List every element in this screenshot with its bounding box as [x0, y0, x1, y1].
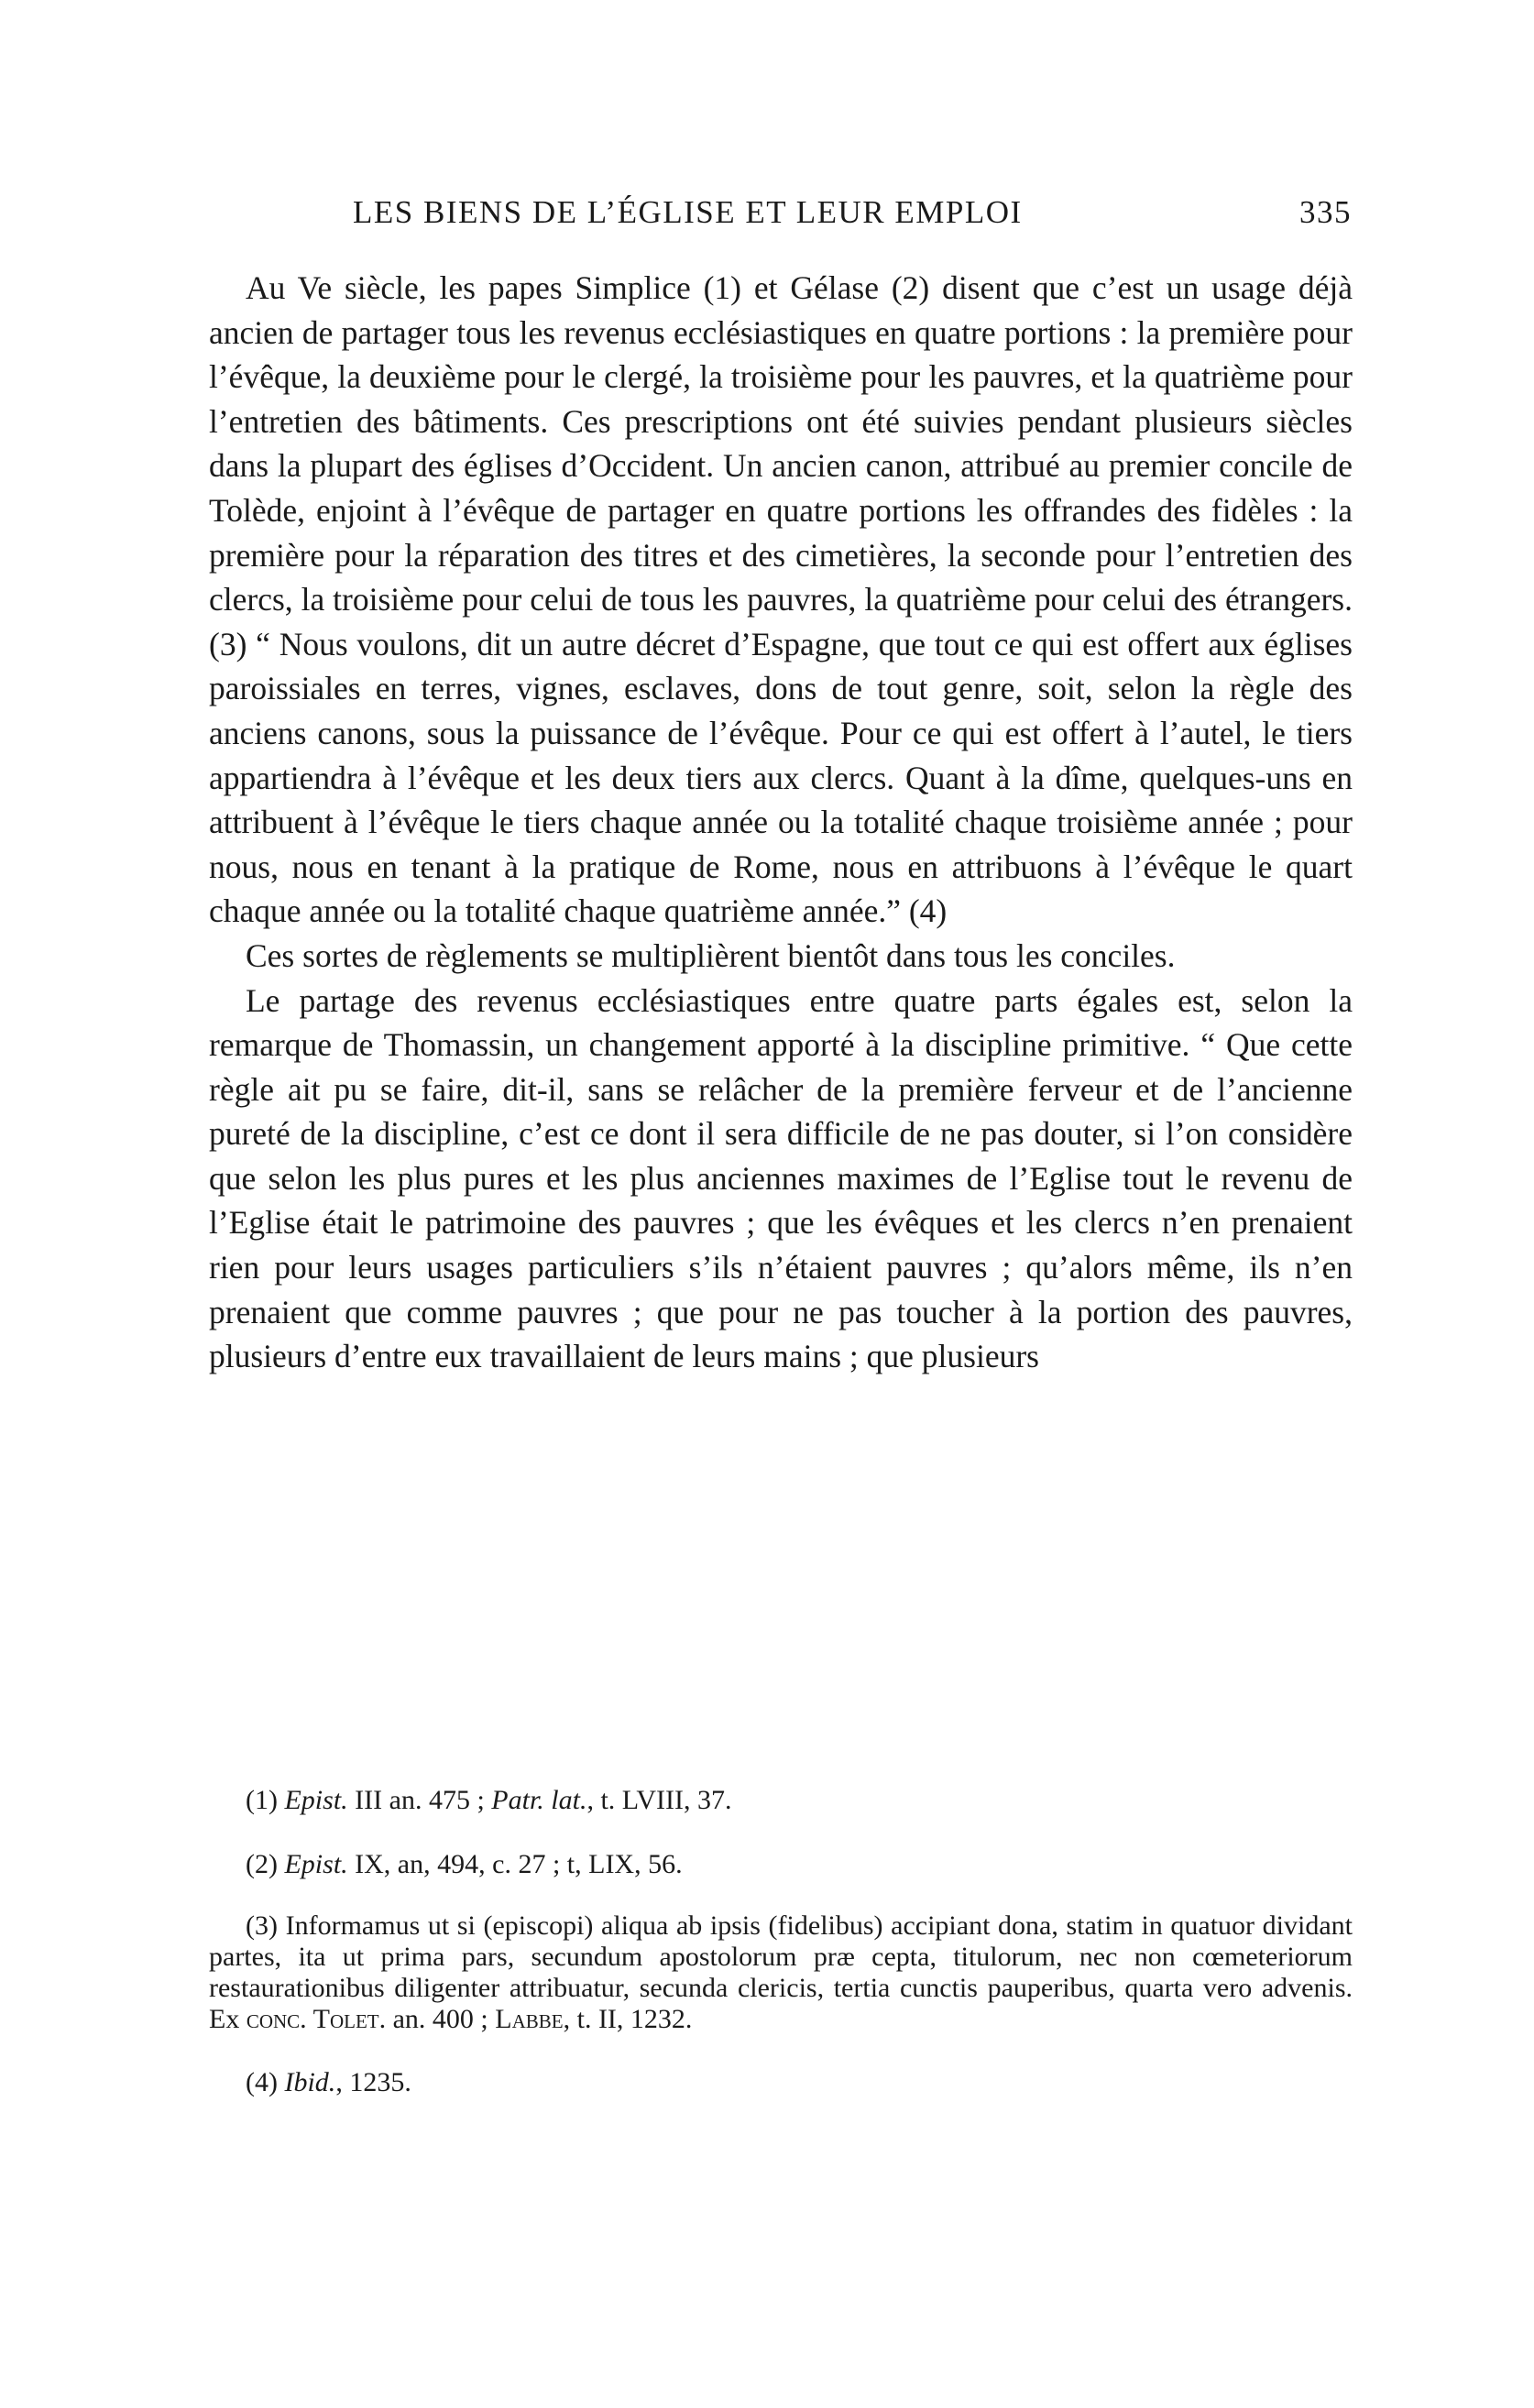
footnote-marker: (2) — [246, 1849, 278, 1879]
footnote-work: Ibid. — [284, 2067, 336, 2097]
footnote-3 — [209, 1910, 1353, 2035]
footnote-marker: (1) — [246, 1785, 278, 1815]
footnote-work: Patr. lat. — [491, 1785, 587, 1815]
footnotes — [209, 1782, 1353, 2129]
footnote-work: Epist. — [284, 1849, 348, 1879]
footnote-text: , t. II, 1232. — [563, 2004, 693, 2034]
running-title: LES BIENS DE L’ÉGLISE ET LEUR EMPLOI — [353, 194, 1023, 230]
footnote-text: (3) Informamus ut si (episcopi) aliqua ab ipsis (fidelibus) accipiant dona, statim in quatuor dividant partes, ita ut prima pars, secundum apostolorum præ cepta, titulorum, nec non cœmeteriorum restaurationibus diligenter attribuatur, secunda clericis, tertia cunctis pauperibus, quarta vero advenis. Ex — [209, 1910, 1353, 2034]
paragraph: Au Ve siècle, les papes Simplice (1) et Gélase (2) disent que c’est un usage déjà ancien de partager tous les revenus ecclésiastiques en quatre portions : la première pour l’évêque, la deuxième pour le clergé, la troisième pour les pauvres, et la quatrième pour l’entretien des bâtiments. Ces prescriptions ont été suivies pendant plusieurs siècles dans la plupart des églises d’Occident. Un ancien canon, attribué au premier concile de Tolède, enjoint à l’évêque de partager en quatre portions les offrandes des fidèles : la première pour la réparation des titres et des cimetières, la seconde pour l’entretien des clercs, la troisième pour celui de tous les pauvres, la quatrième pour celui des étrangers. (3) “ Nous voulons, dit un autre décret d’Espagne, que tout ce qui est offert aux églises paroissiales en terres, vignes, esclaves, dons de tout genre, soit, selon la règle des anciens canons, sous la puissance de l’évêque. Pour ce qui est offert à l’autel, le tiers appartiendra à l’évêque et les deux tiers aux clercs. Quant à la dîme, quelques-uns en attribuent à l’évêque le tiers chaque année ou la totalité chaque troisième année ; pour nous, nous en tenant à la pratique de Rome, nous en attribuons à l’évêque le quart chaque année ou la totalité chaque quatrième année.” (4) — [209, 269, 1353, 930]
footnote-ref: , t. LVIII, 37. — [586, 1785, 732, 1815]
footnote-4 — [209, 2064, 1353, 2101]
main-text — [209, 266, 1353, 1379]
footnote-work: Epist. — [284, 1785, 348, 1815]
footnote-1 — [209, 1782, 1353, 1819]
running-header — [353, 194, 1352, 240]
footnote-source: conc. Tolet. — [246, 2004, 387, 2034]
footnote-ref: , 1235. — [335, 2067, 411, 2097]
footnote-ref: III an. 475 ; — [347, 1785, 492, 1815]
footnote-ref: IX, an, 494, c. 27 ; t, LIX, 56. — [347, 1849, 683, 1879]
page-number: 335 — [1299, 194, 1352, 230]
paragraph: Le partage des revenus ecclésiastiques entre quatre parts égales est, selon la remarque de Thomassin, un changement apporté à la discipline primitive. “ Que cette règle ait pu se faire, dit-il, sans se relâcher de la première ferveur et de l’ancienne pureté de la discipline, c’est ce dont il sera difficile de ne pas douter, si l’on considère que selon les plus pures et les plus anciennes maximes de l’Eglise tout le revenu de l’Eglise était le patrimoine des pauvres ; que les évêques et les clercs n’en prenaient rien pour leurs usages particuliers s’ils n’étaient pauvres ; qu’alors même, ils n’en prenaient que comme pauvres ; que pour ne pas toucher à la portion des pauvres, plusieurs d’entre eux travaillaient de leurs mains ; que plusieurs — [209, 981, 1353, 1375]
footnote-text: an. 400 ; — [386, 2004, 496, 2034]
footnote-source: Labbe — [495, 2004, 564, 2034]
footnote-marker: (4) — [246, 2067, 278, 2097]
paragraph: Ces sortes de règlements se multiplièrent bientôt dans tous les conciles. — [246, 936, 1176, 974]
footnote-2 — [209, 1846, 1353, 1883]
